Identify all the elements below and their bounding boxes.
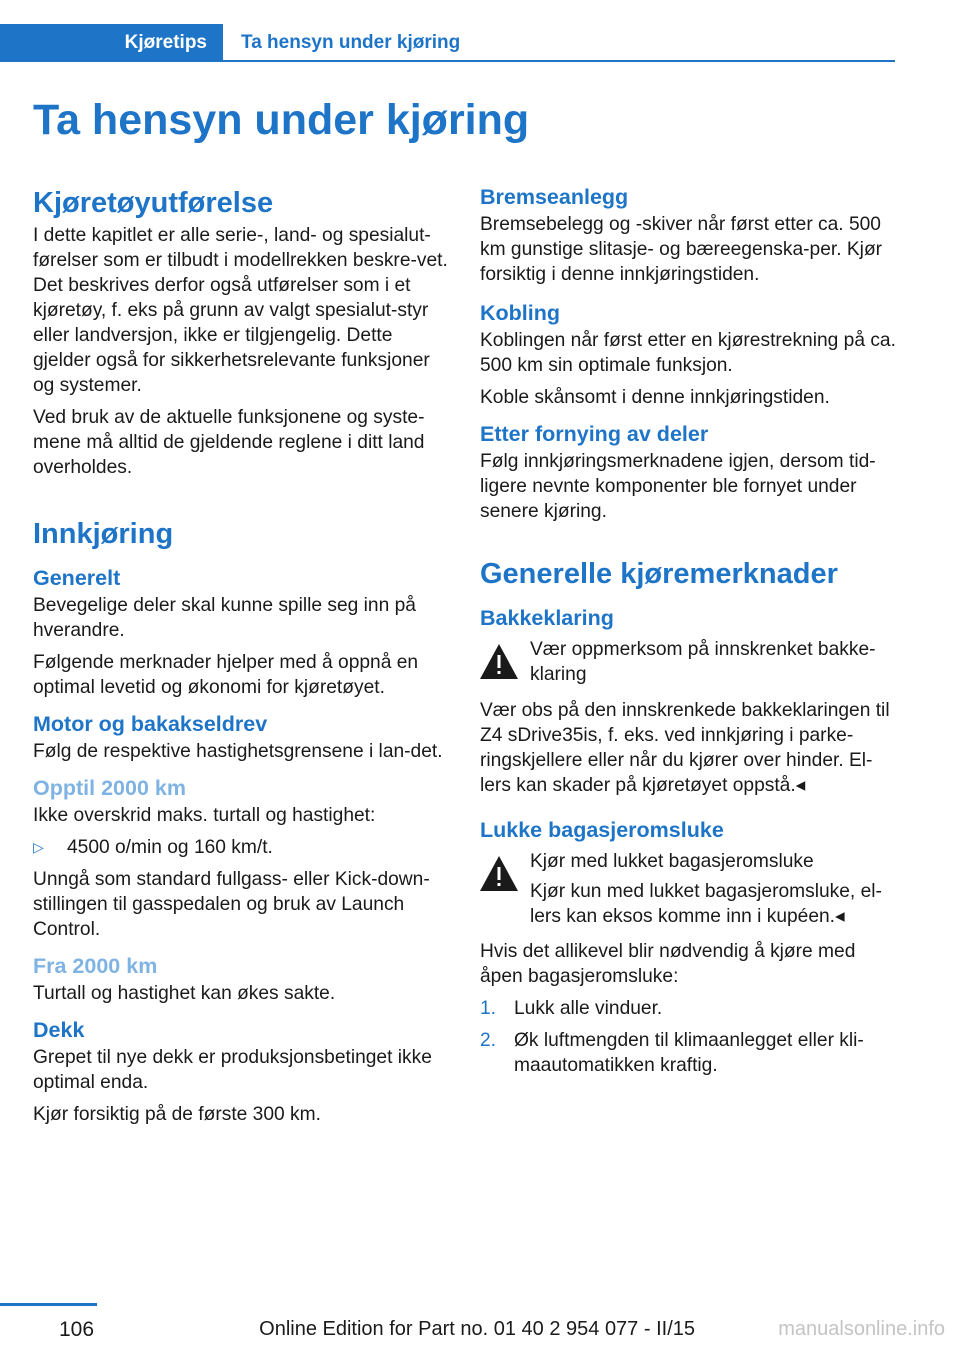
paragraph: Kjør forsiktig på de første 300 km. bbox=[33, 1104, 321, 1125]
section-heading-innkjoring: Innkjøring bbox=[33, 518, 174, 550]
list-item-text: Øk luftmengden til klimaanlegget eller kli-maautomatikken kraftig. bbox=[514, 1030, 864, 1076]
warning-text: Vær oppmerksom på innskrenket bakke-klaring bbox=[530, 639, 876, 685]
paragraph: Koble skånsomt i denne innkjøringstiden. bbox=[480, 387, 830, 408]
paragraph: Vær obs på den innskrenkede bakkeklaringen til Z4 sDrive35is, f. eks. ved innkjøring i parke-ringskjellere eller når du kjører over hinder. El-lers kan skader på kjøretøyet oppstå.◂ bbox=[480, 700, 890, 796]
page-title: Ta hensyn under kjøring bbox=[33, 96, 530, 144]
list-item-text: Lukk alle vinduer. bbox=[514, 998, 663, 1019]
section-heading-kjoretoyutforelse: Kjøretøyutførelse bbox=[33, 187, 274, 219]
subheading-motor: Motor og bakakseldrev bbox=[33, 712, 268, 736]
watermark: manualsonline.info bbox=[778, 1318, 945, 1340]
warning-box bbox=[480, 637, 896, 694]
subheading-lukke-bagasjeromsluke: Lukke bagasjeromsluke bbox=[480, 818, 724, 842]
page-number: 106 bbox=[59, 1318, 95, 1341]
subheading-fra-2000: Fra 2000 km bbox=[33, 954, 158, 978]
paragraph: Koblingen når først etter en kjørestrekning på ca. 500 km sin optimale funksjon. bbox=[480, 330, 896, 376]
paragraph: Bevegelige deler skal kunne spille seg inn på hverandre. bbox=[33, 595, 416, 641]
left-column bbox=[33, 183, 449, 1134]
paragraph: Følgende merknader hjelper med å oppnå en optimal levetid og økonomi for kjøretøyet. bbox=[33, 652, 419, 698]
subheading-bakkeklaring: Bakkeklaring bbox=[480, 606, 614, 630]
subheading-kobling: Kobling bbox=[480, 301, 561, 325]
paragraph: I dette kapitlet er alle serie-, land- og spesialut-førelser som er tilbudt i modellrekken beskre-vet. Det beskrives derfor også utførelser som i et kjøretøy, f. eks på grunn av valgt spesialut-styr eller landversjon, ikke er tilgjengelig. Dette gjelder også for sikkerhetsrelevante funksjoner og systemer. bbox=[33, 225, 448, 396]
edition-footer: Online Edition for Part no. 01 40 2 954 077 - II/15 bbox=[259, 1318, 695, 1340]
subheading-etter-fornying: Etter fornying av deler bbox=[480, 422, 709, 446]
paragraph: Følg de respektive hastighetsgrensene i lan-det. bbox=[33, 741, 443, 762]
list-number: 1. bbox=[480, 998, 497, 1019]
paragraph: Hvis det allikevel blir nødvendig å kjøre med åpen bagasjeromsluke: bbox=[480, 941, 856, 987]
list-item-text: 4500 o/min og 160 km/t. bbox=[67, 837, 273, 858]
paragraph: Ved bruk av de aktuelle funksjonene og syste-mene må alltid de gjeldende reglene i ditt land overholdes. bbox=[33, 407, 425, 478]
running-header bbox=[0, 24, 895, 62]
warning-triangle-icon bbox=[480, 853, 530, 897]
section-tab: Ta hensyn under kjøring bbox=[241, 32, 461, 53]
list-item bbox=[480, 996, 896, 1021]
paragraph: Ikke overskrid maks. turtall og hastighet: bbox=[33, 805, 376, 826]
paragraph: Grepet til nye dekk er produksjonsbetinget ikke optimal enda. bbox=[33, 1047, 432, 1093]
list-item bbox=[33, 835, 449, 860]
paragraph: Følg innkjøringsmerknadene igjen, dersom tid-ligere nevnte komponenter ble fornyet under senere kjøring. bbox=[480, 451, 876, 522]
list-item bbox=[480, 1028, 896, 1078]
footer-rule bbox=[0, 1303, 97, 1306]
right-column bbox=[480, 183, 896, 1085]
paragraph: Unngå som standard fullgass- eller Kick-down-stillingen til gasspedalen og bruk av Launch Control. bbox=[33, 869, 430, 940]
paragraph: Kjør kun med lukket bagasjeromsluke, el-lers kan eksos komme inn i kupéen.◂ bbox=[530, 881, 882, 927]
warning-text: Kjør med lukket bagasjeromsluke bbox=[530, 851, 814, 872]
paragraph: Turtall og hastighet kan økes sakte. bbox=[33, 983, 336, 1004]
header-underline bbox=[223, 60, 895, 62]
paragraph: Bremsebelegg og -skiver når først etter ca. 500 km gunstige slitasje- og bæreegenska-per. Kjør forsiktig i denne innkjøringstiden. bbox=[480, 214, 883, 285]
subheading-dekk: Dekk bbox=[33, 1018, 85, 1042]
list-number: 2. bbox=[480, 1030, 497, 1051]
section-heading-generelle: Generelle kjøremerknader bbox=[480, 558, 838, 590]
subheading-generelt: Generelt bbox=[33, 566, 121, 590]
subheading-opptil-2000: Opptil 2000 km bbox=[33, 776, 186, 800]
triangle-bullet-icon: ▷ bbox=[33, 839, 44, 855]
chapter-tab: Kjøretips bbox=[0, 24, 223, 62]
warning-triangle-icon bbox=[480, 641, 530, 685]
subheading-bremseanlegg: Bremseanlegg bbox=[480, 185, 629, 209]
